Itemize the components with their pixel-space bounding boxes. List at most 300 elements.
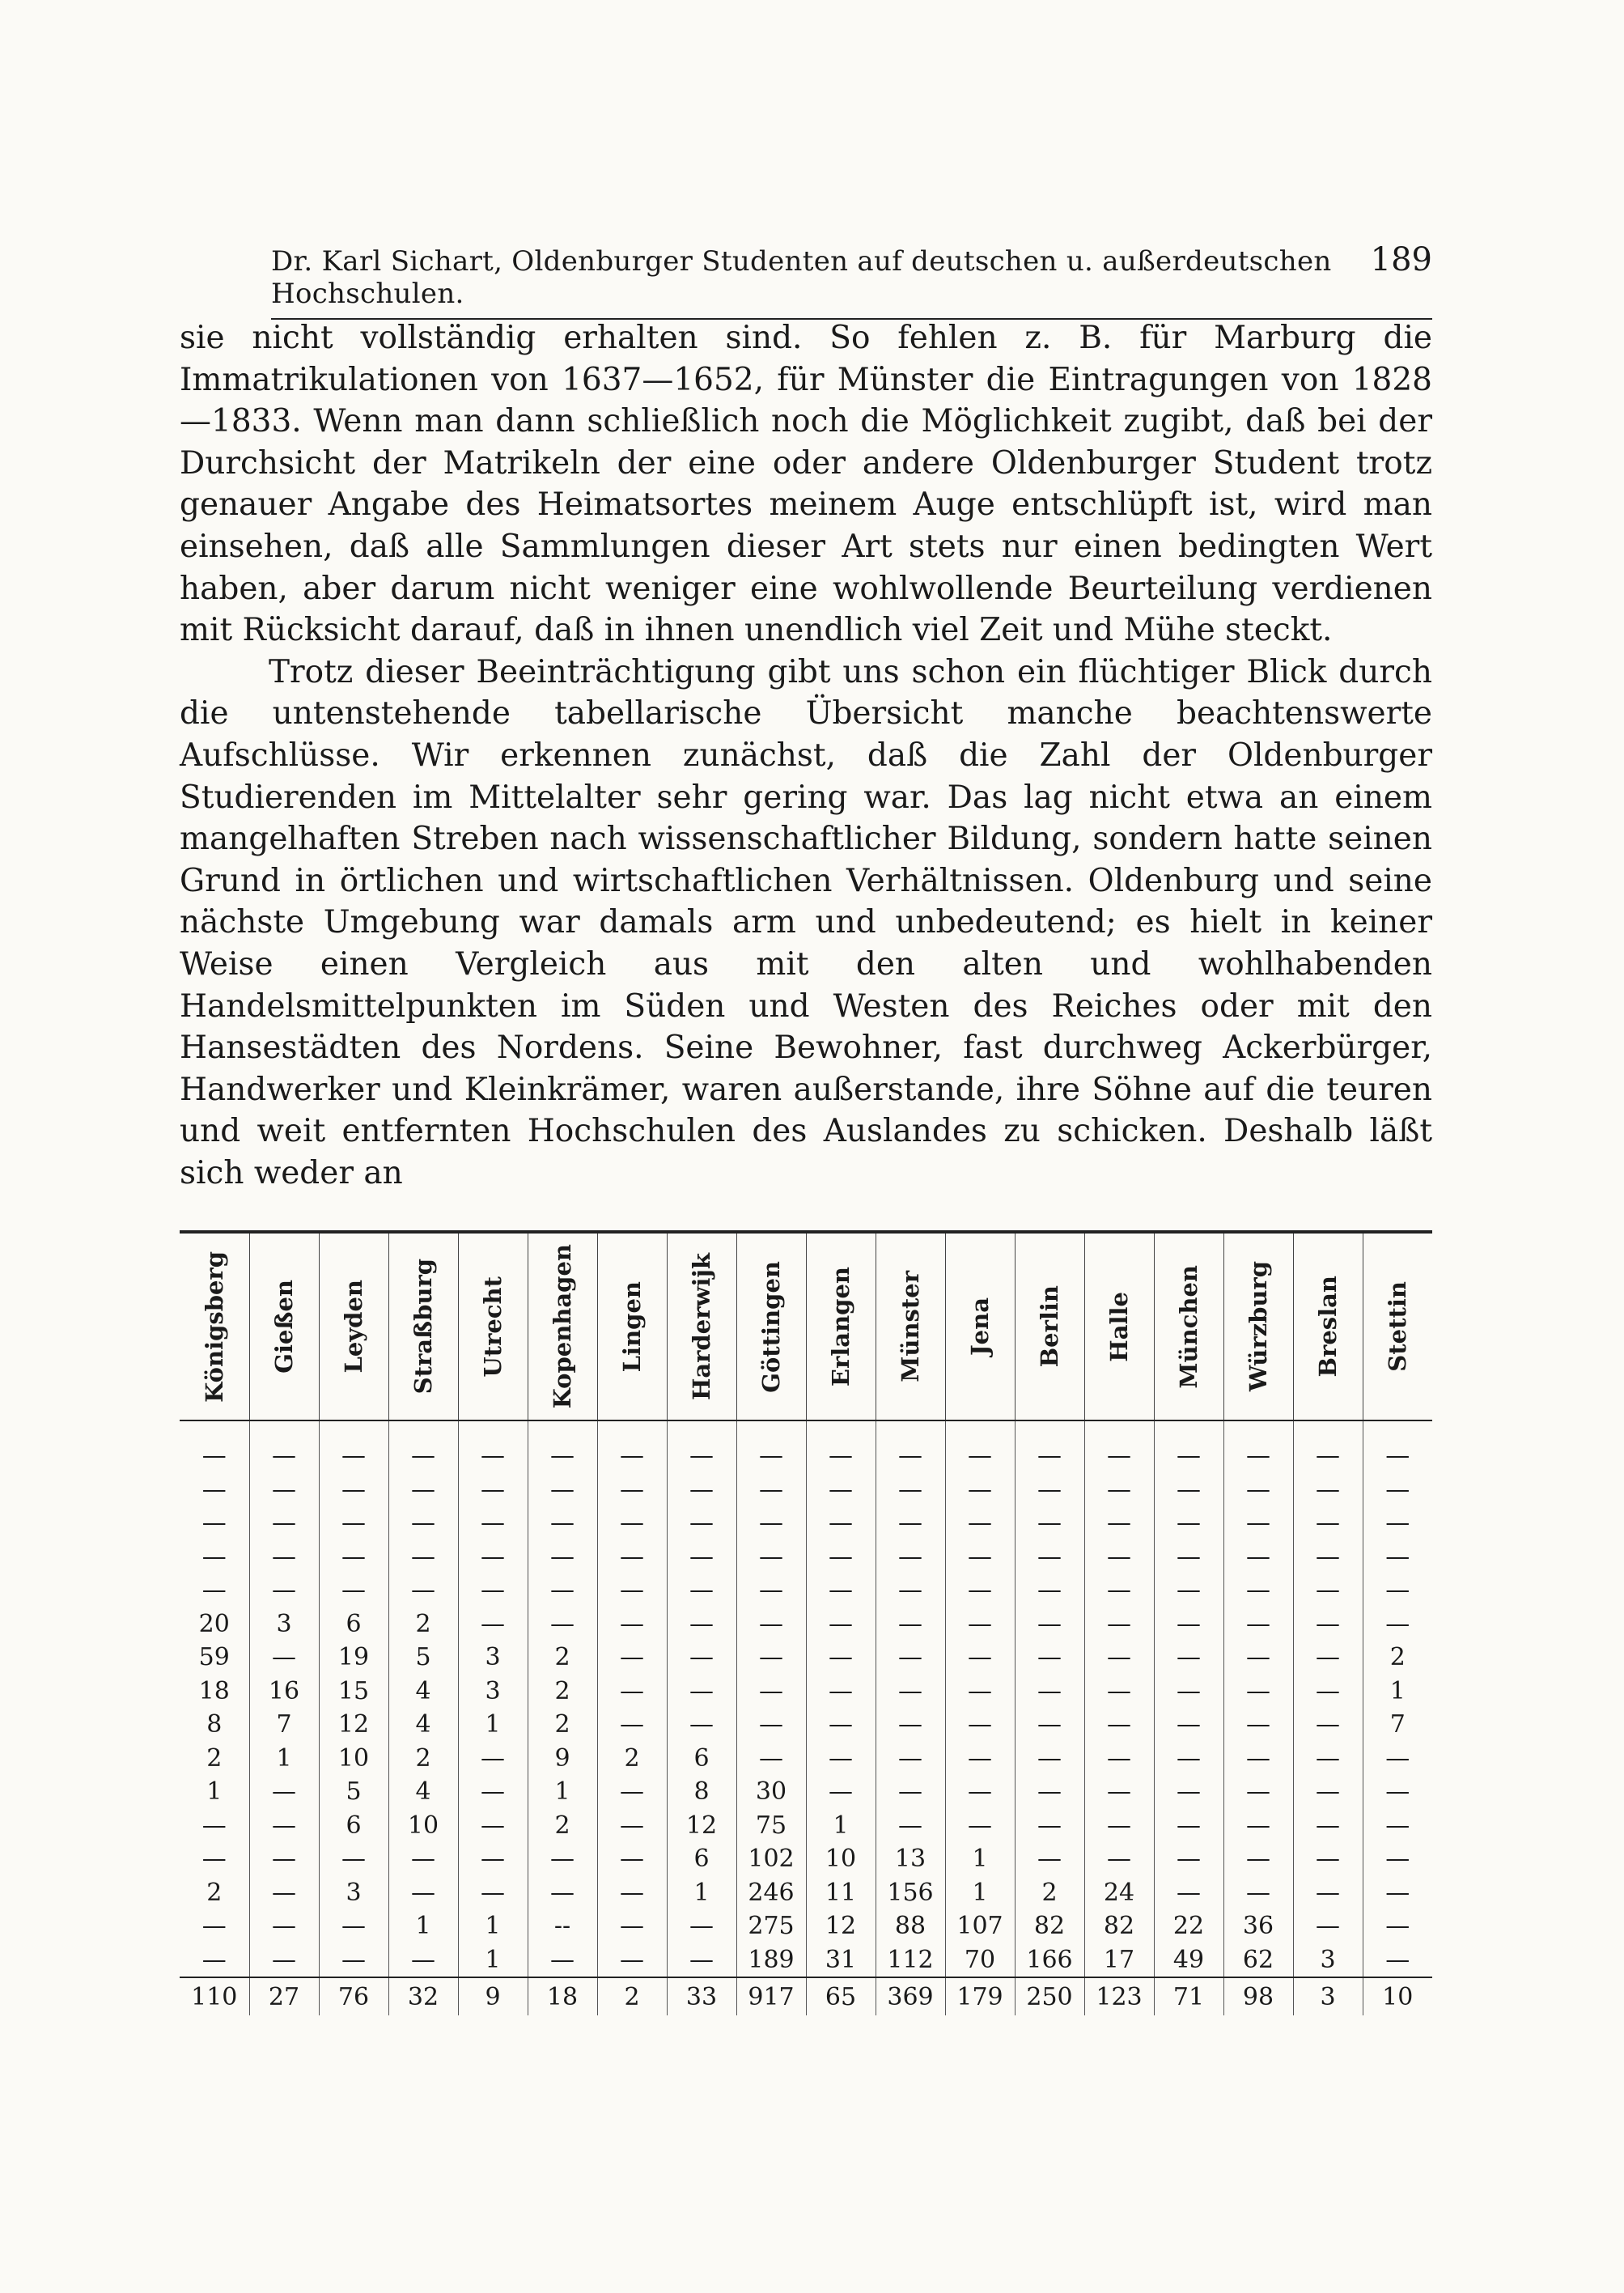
table-cell: — [806,1439,876,1473]
table-cell: 1 [667,1876,736,1910]
table-cell: — [667,1607,736,1641]
table-cell: — [667,1573,736,1607]
table-cell: — [597,1473,667,1507]
table-cell: — [201,1542,227,1571]
table-row [180,1506,1432,1540]
column-header: Berlin [1015,1232,1084,1420]
table-cell: — [249,1876,319,1910]
table-cell: — [1084,1775,1154,1809]
table-row [180,1540,1432,1574]
table-cell: — [1015,1573,1084,1607]
table-cell: 246 [736,1876,806,1910]
table-cell: 12 [667,1809,736,1843]
table-cell: — [1293,1675,1363,1709]
university-table [180,1230,1432,2015]
table-cell: — [806,1540,876,1574]
table-cell: — [458,1573,528,1607]
table-cell: — [1293,1775,1363,1809]
table-cell: — [1084,1473,1154,1507]
table-cell: 2 [1015,1876,1084,1910]
table-cell: 112 [876,1943,945,1978]
table-cell: — [597,1876,667,1910]
table-cell: — [319,1909,388,1943]
table-cell: — [736,1607,806,1641]
table-row [180,1775,1432,1809]
table-cell: — [201,1475,227,1504]
table-cell: — [667,1943,736,1978]
column-header: Straßburg [388,1232,458,1420]
spacer-cell [1363,1420,1432,1439]
table-cell: — [667,1473,736,1507]
table-cell: 88 [876,1909,945,1943]
table-cell: — [1154,1540,1223,1574]
total-cell: 98 [1223,1977,1293,2015]
table-cell: — [319,1842,388,1876]
table-cell: — [1015,1742,1084,1776]
spacer-cell [945,1420,1015,1439]
table-cell: — [249,1909,319,1943]
total-cell: 110 [180,1977,249,2015]
body-text [180,317,1432,1194]
table-cell: — [667,1540,736,1574]
table-cell: 82 [1015,1909,1084,1943]
column-header: Harderwijk [667,1232,736,1420]
table-cell: 4 [388,1708,458,1742]
table-cell: — [806,1708,876,1742]
table-cell: 1 [458,1909,528,1943]
table-cell: — [319,1506,388,1540]
table-cell: 24 [1084,1876,1154,1910]
table-cell: — [1293,1473,1363,1507]
table-cell: — [528,1842,597,1876]
table-cell: — [1084,1742,1154,1776]
table-cell: — [667,1675,736,1709]
table-cell: — [319,1473,388,1507]
table-cell: 2 [388,1607,458,1641]
table-cell: — [249,1573,319,1607]
table-cell: — [528,1506,597,1540]
table-cell: — [945,1540,1015,1574]
table-cell: 20 [198,1609,230,1638]
table-spacer-row [180,1420,1432,1439]
table-cell: — [876,1540,945,1574]
total-cell: 369 [876,1977,945,2015]
table-row [180,1641,1432,1675]
table-cell: — [1293,1607,1363,1641]
table-cell: 1 [458,1708,528,1742]
table-cell: — [597,1775,667,1809]
table-cell: — [597,1540,667,1574]
table-cell: — [597,1506,667,1540]
spacer-cell [806,1420,876,1439]
table-cell: — [736,1506,806,1540]
table-cell: 2 [206,1878,223,1907]
table-row [180,1876,1432,1910]
table-cell: 70 [945,1943,1015,1978]
column-header: Lingen [597,1232,667,1420]
table-totals-row [180,1977,1432,2015]
table-cell: 6 [319,1809,388,1843]
table-cell: 49 [1154,1943,1223,1978]
spacer-cell [1223,1420,1293,1439]
column-header: Würzburg [1223,1232,1293,1420]
table-cell: 2 [206,1743,223,1773]
table-cell: — [388,1540,458,1574]
table-cell: — [1363,1607,1432,1641]
table-cell: 4 [388,1775,458,1809]
table-cell: — [458,1439,528,1473]
table-cell: — [806,1607,876,1641]
spacer-cell [1015,1420,1084,1439]
spacer-cell [528,1420,597,1439]
table-cell: -- [528,1909,597,1943]
table-cell: — [1084,1540,1154,1574]
table-cell: — [1223,1573,1293,1607]
table-cell: — [1223,1473,1293,1507]
spacer-cell [180,1420,249,1439]
table-cell: 102 [736,1842,806,1876]
table-cell: — [876,1641,945,1675]
table-cell: — [876,1675,945,1709]
table-cell: 7 [1363,1708,1432,1742]
column-header: Erlangen [806,1232,876,1420]
table-cell: — [876,1809,945,1843]
table-cell: — [1015,1675,1084,1709]
table-cell: — [1154,1641,1223,1675]
table-cell: — [249,1473,319,1507]
table-cell: 2 [528,1708,597,1742]
table-cell: — [1015,1439,1084,1473]
spacer-cell [249,1420,319,1439]
column-header: Breslan [1293,1232,1363,1420]
table-cell: 166 [1015,1943,1084,1978]
table-cell: — [1363,1742,1432,1776]
table-cell: — [945,1473,1015,1507]
table-cell: — [876,1708,945,1742]
table-cell: 3 [1293,1943,1363,1978]
table-cell: 7 [249,1708,319,1742]
table-row [180,1473,1432,1507]
table-cell: — [249,1943,319,1978]
table-cell: — [388,1943,458,1978]
table-cell: — [1293,1540,1363,1574]
table-cell: — [1154,1842,1223,1876]
total-cell: 250 [1015,1977,1084,2015]
column-header: Kopenhagen [528,1232,597,1420]
table-cell: 9 [528,1742,597,1776]
table-cell: 2 [528,1809,597,1843]
table-cell: 13 [876,1842,945,1876]
table-cell: — [249,1506,319,1540]
total-cell: 2 [597,1977,667,2015]
table-cell: — [1154,1809,1223,1843]
table-cell: — [1363,1842,1432,1876]
table-cell: — [388,1573,458,1607]
table-cell: — [319,1943,388,1978]
table-cell: 3 [319,1876,388,1910]
table-body [180,1420,1432,2015]
table-cell: — [319,1540,388,1574]
table-cell: 6 [319,1607,388,1641]
table-cell: 275 [736,1909,806,1943]
table-cell: 1 [945,1842,1015,1876]
table-cell: — [1015,1775,1084,1809]
total-cell: 33 [667,1977,736,2015]
table-cell: — [876,1439,945,1473]
table-cell: — [945,1742,1015,1776]
table-cell: — [1084,1842,1154,1876]
table-cell: — [945,1708,1015,1742]
table-cell: 1 [388,1909,458,1943]
table-cell: 30 [736,1775,806,1809]
table-cell: — [1223,1439,1293,1473]
spacer-cell [1084,1420,1154,1439]
table-cell: — [806,1506,876,1540]
table-cell: 1 [945,1876,1015,1910]
table-cell: — [1084,1439,1154,1473]
table-row [180,1742,1432,1776]
table-cell: — [528,1540,597,1574]
total-cell: 123 [1084,1977,1154,2015]
table-cell: 107 [945,1909,1015,1943]
total-cell: 32 [388,1977,458,2015]
table-cell: — [1223,1809,1293,1843]
table-cell: — [1223,1742,1293,1776]
table-cell: — [1293,1742,1363,1776]
table-cell: 10 [388,1809,458,1843]
table-cell: 3 [458,1641,528,1675]
table-cell: — [1084,1641,1154,1675]
table-cell: — [1223,1675,1293,1709]
table-cell: 19 [319,1641,388,1675]
table-cell: — [736,1439,806,1473]
table-cell: — [1293,1708,1363,1742]
table-cell: — [1223,1506,1293,1540]
table-row [180,1439,1432,1473]
total-cell: 179 [945,1977,1015,2015]
table-cell: 18 [198,1676,230,1705]
column-header: Gießen [249,1232,319,1420]
table-cell: — [1154,1708,1223,1742]
table-cell: 3 [458,1675,528,1709]
table-row [180,1573,1432,1607]
table-cell: — [201,1845,227,1874]
table-cell: — [201,1442,227,1471]
column-header: Göttingen [736,1232,806,1420]
total-cell: 10 [1363,1977,1432,2015]
table-cell: — [945,1641,1015,1675]
table-cell: 22 [1154,1909,1223,1943]
table-cell: — [1223,1775,1293,1809]
table-cell: 5 [388,1641,458,1675]
table-cell: — [597,1607,667,1641]
table-cell: — [1015,1607,1084,1641]
table-cell: — [945,1506,1015,1540]
running-header [271,241,1432,320]
table-cell: — [736,1742,806,1776]
total-cell: 27 [249,1977,319,2015]
table-cell: 2 [528,1675,597,1709]
table-cell: — [1015,1809,1084,1843]
table-row [180,1708,1432,1742]
table-cell: — [1223,1641,1293,1675]
table-cell: 2 [1363,1641,1432,1675]
table-cell: — [597,1909,667,1943]
table-cell: — [736,1540,806,1574]
spacer-cell [388,1420,458,1439]
table-cell: — [945,1439,1015,1473]
table-cell: — [597,1641,667,1675]
table-cell: — [1363,1909,1432,1943]
table-cell: — [458,1742,528,1776]
table-cell: — [249,1540,319,1574]
table-cell: — [1363,1876,1432,1910]
table-cell: — [736,1641,806,1675]
table-cell: 1 [249,1742,319,1776]
table-cell: — [876,1473,945,1507]
table-cell: — [806,1641,876,1675]
table-cell: — [1363,1943,1432,1978]
table-row [180,1607,1432,1641]
table-cell: — [945,1573,1015,1607]
table-cell: 31 [806,1943,876,1978]
table-cell: — [597,1842,667,1876]
table-cell: — [1363,1775,1432,1809]
table-cell: — [736,1675,806,1709]
table-cell: — [528,1473,597,1507]
table-cell: 6 [667,1742,736,1776]
table-cell: — [1084,1506,1154,1540]
table-cell: — [458,1540,528,1574]
total-cell: 9 [458,1977,528,2015]
column-header: Leyden [319,1232,388,1420]
table-cell: 2 [388,1742,458,1776]
table-cell: — [1015,1540,1084,1574]
table-cell: — [1084,1675,1154,1709]
table-cell: — [1084,1809,1154,1843]
table-cell: — [736,1708,806,1742]
table-cell: — [876,1742,945,1776]
table-cell: 2 [597,1742,667,1776]
spacer-cell [319,1420,388,1439]
table-cell: — [1015,1506,1084,1540]
table-cell: — [1084,1708,1154,1742]
table-cell: — [528,1943,597,1978]
table-cell: 62 [1223,1943,1293,1978]
table-cell: — [667,1506,736,1540]
column-header: Jena [945,1232,1015,1420]
table-cell: — [876,1775,945,1809]
table-cell: — [597,1809,667,1843]
spacer-cell [597,1420,667,1439]
table-cell: — [1154,1607,1223,1641]
table-cell: 5 [319,1775,388,1809]
table-cell: — [528,1439,597,1473]
table-cell: — [597,1573,667,1607]
table-cell: — [458,1775,528,1809]
table-cell: — [1293,1809,1363,1843]
table-cell: — [1363,1809,1432,1843]
table-cell: — [458,1506,528,1540]
table-cell: — [319,1573,388,1607]
table-row [180,1675,1432,1709]
table-cell: 1 [1363,1675,1432,1709]
table-cell: 2 [528,1641,597,1675]
table-cell: 11 [806,1876,876,1910]
table-cell: — [388,1506,458,1540]
table-cell: — [1363,1573,1432,1607]
table-cell: 17 [1084,1943,1154,1978]
table-cell: — [945,1775,1015,1809]
column-header: Königsberg [180,1232,249,1420]
table-cell: — [388,1473,458,1507]
table-cell: — [201,1576,227,1605]
table-cell: — [249,1809,319,1843]
table-cell: 6 [667,1842,736,1876]
table-cell: — [806,1675,876,1709]
table-cell: — [458,1876,528,1910]
table-cell: — [1293,1909,1363,1943]
table-cell: — [876,1607,945,1641]
spacer-cell [736,1420,806,1439]
table-cell: — [1363,1439,1432,1473]
total-cell: 18 [528,1977,597,2015]
table-cell: — [945,1607,1015,1641]
table-cell: — [249,1641,319,1675]
table-cell: 1 [806,1809,876,1843]
table-cell: 189 [736,1943,806,1978]
table-cell: 75 [736,1809,806,1843]
table-cell: — [1293,1506,1363,1540]
table-cell: — [1363,1473,1432,1507]
table-cell: — [249,1439,319,1473]
table-cell: — [1154,1473,1223,1507]
table-cell: 12 [319,1708,388,1742]
table-cell: — [1084,1607,1154,1641]
column-header: Münster [876,1232,945,1420]
spacer-cell [458,1420,528,1439]
table-row [180,1809,1432,1843]
total-cell: 76 [319,1977,388,2015]
table-cell: — [945,1675,1015,1709]
table-cell: — [597,1943,667,1978]
table-cell: 10 [319,1742,388,1776]
total-cell: 917 [736,1977,806,2015]
column-header: Stettin [1363,1232,1432,1420]
paragraph-1: sie nicht vollständig erhalten sind. So fehlen z. B. für Marburg die Immatrikulationen von 1637—1652, für Münster die Eintragungen von 1828—1833. Wenn man dann schließlich noch die Möglichkeit zugibt, daß bei der Durchsicht der Matrikeln der eine oder andere Oldenburger Student trotz genauer Angabe des Heimatsortes meinem Auge entschlüpft ist, wird man einsehen, daß alle Sammlungen dieser Art stets nur einen bedingten Wert haben, aber darum nicht weniger eine wohlwollende Beurteilung verdienen mit Rücksicht darauf, daß in ihnen unendlich viel Zeit und Mühe steckt. [180,320,1432,649]
table-cell: — [1015,1473,1084,1507]
table-cell: — [249,1775,319,1809]
table-cell: — [1015,1708,1084,1742]
table-cell: — [1223,1876,1293,1910]
page-number: 189 [1370,241,1432,278]
total-cell: 65 [806,1977,876,2015]
table-cell: — [1293,1573,1363,1607]
table-cell: — [876,1573,945,1607]
table-cell: — [1293,1842,1363,1876]
table-cell: 12 [806,1909,876,1943]
table-cell: — [1154,1775,1223,1809]
table-cell: — [319,1439,388,1473]
table-cell: — [1223,1607,1293,1641]
table-cell: — [201,1811,227,1840]
table-cell: — [1363,1540,1432,1574]
table-cell: — [201,1945,227,1974]
total-cell: 3 [1293,1977,1363,2015]
table-cell: 1 [458,1943,528,1978]
running-title: Dr. Karl Sichart, Oldenburger Studenten auf deutschen u. außerdeutschen Hochschulen. [271,245,1332,310]
column-header: München [1154,1232,1223,1420]
